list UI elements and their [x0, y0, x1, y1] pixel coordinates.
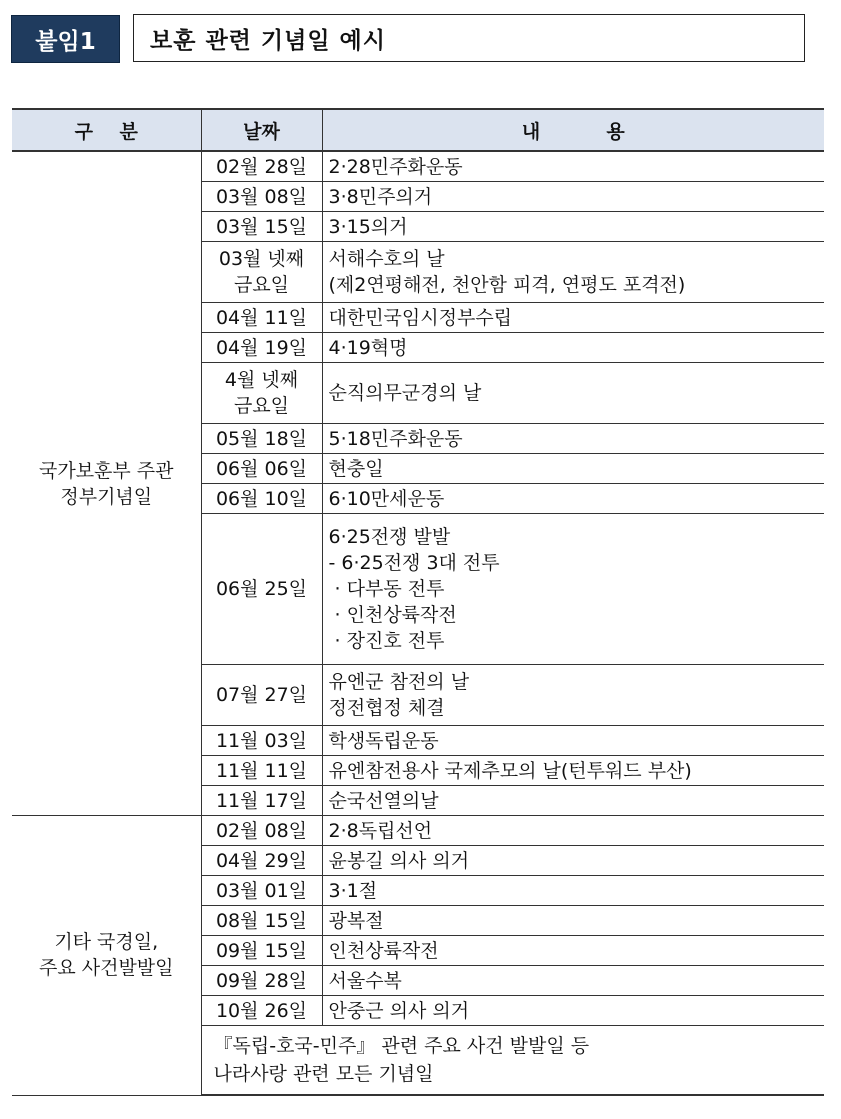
date-text: 10월 26일 [215, 999, 308, 1022]
date-text: 02월 08일 [215, 819, 308, 842]
column-header-date: 날짜 [201, 109, 322, 151]
content-cell [322, 996, 824, 1026]
date-text: 11월 03일 [215, 729, 308, 752]
content-cell [322, 424, 824, 454]
category-label: 정부기념일 [60, 485, 153, 508]
date-cell [201, 756, 322, 786]
content-text: 2·8독립선언 [328, 819, 433, 842]
date-cell [201, 846, 322, 876]
content-text: · 인천상륙작전 [328, 604, 457, 626]
date-cell [201, 151, 322, 182]
content-cell [322, 936, 824, 966]
date-cell [201, 726, 322, 756]
category-label: 기타 국경일, [54, 931, 159, 954]
content-cell [322, 816, 824, 846]
content-text: 유엔군 참전의 날 [328, 671, 470, 693]
date-cell [201, 242, 322, 303]
content-cell [322, 182, 824, 212]
date-cell [201, 816, 322, 846]
content-text: 대한민국임시정부수립 [328, 306, 513, 329]
category-cell [12, 816, 201, 1096]
column-header-category: 구 분 [12, 109, 201, 151]
date-text: 04월 29일 [215, 849, 308, 872]
date-text: 4월 넷째 [224, 369, 299, 391]
content-cell [322, 846, 824, 876]
content-text: 4·19혁명 [328, 336, 408, 359]
content-text: 3·15의거 [328, 215, 408, 238]
date-cell [201, 665, 322, 726]
date-text: 02월 28일 [215, 155, 308, 178]
content-text: 순직의무군경의 날 [328, 382, 482, 404]
date-text: 03월 01일 [215, 879, 308, 902]
date-text: 06월 06일 [215, 457, 308, 480]
content-text: 2·28민주화운동 [328, 155, 463, 178]
table-row [12, 816, 824, 846]
date-cell [201, 182, 322, 212]
content-cell [322, 363, 824, 424]
note-cell [201, 1026, 824, 1096]
content-text: · 장진호 전투 [328, 630, 445, 652]
memorial-days-table [12, 108, 824, 1096]
content-text: 학생독립운동 [328, 729, 439, 752]
category-cell [12, 151, 201, 816]
date-cell [201, 786, 322, 816]
date-text: 금요일 [233, 274, 290, 296]
date-cell [201, 333, 322, 363]
date-text: 09월 15일 [215, 939, 308, 962]
content-cell [322, 786, 824, 816]
date-cell [201, 966, 322, 996]
date-cell [201, 484, 322, 514]
note-text: 『독립-호국-민주』 관련 주요 사건 발발일 등 [213, 1035, 590, 1057]
content-text: 인천상륙작전 [328, 939, 439, 962]
content-text: 3·1절 [328, 879, 378, 902]
content-text: - 6·25전쟁 3대 전투 [328, 552, 500, 574]
content-cell [322, 484, 824, 514]
content-text: 3·8민주의거 [328, 185, 433, 208]
content-text: 정전협정 체결 [328, 697, 445, 719]
date-text: 04월 11일 [215, 306, 308, 329]
content-cell [322, 454, 824, 484]
date-text: 06월 10일 [215, 487, 308, 510]
category-label: 주요 사건발발일 [38, 957, 174, 980]
date-text: 03월 넷째 [218, 248, 305, 270]
date-text: 09월 28일 [215, 969, 308, 992]
date-cell [201, 906, 322, 936]
content-text: 현충일 [328, 457, 384, 480]
date-text: 05월 18일 [215, 427, 308, 450]
date-cell [201, 936, 322, 966]
content-cell [322, 876, 824, 906]
content-text: 5·18민주화운동 [328, 427, 463, 450]
date-text: 06월 25일 [215, 578, 308, 600]
content-text: 6·25전쟁 발발 [328, 526, 451, 548]
content-text: 순국선열의날 [328, 789, 439, 812]
content-cell [322, 756, 824, 786]
note-text: 나라사랑 관련 모든 기념일 [213, 1063, 434, 1085]
date-cell [201, 514, 322, 665]
content-cell [322, 726, 824, 756]
content-cell [322, 333, 824, 363]
date-text: 07월 27일 [215, 684, 308, 706]
content-text: 안중근 의사 의거 [328, 999, 470, 1022]
attachment-tag: 붙임1 [12, 16, 119, 62]
document-header [12, 14, 807, 64]
date-text: 11월 11일 [215, 759, 308, 782]
date-cell [201, 424, 322, 454]
content-text: · 다부동 전투 [328, 578, 445, 600]
content-text: 6·10만세운동 [328, 487, 445, 510]
date-text: 04월 19일 [215, 336, 308, 359]
content-text: (제2연평해전, 천안함 피격, 연평도 포격전) [328, 274, 686, 296]
date-cell [201, 363, 322, 424]
content-text: 서울수복 [328, 969, 402, 992]
content-cell [322, 966, 824, 996]
date-text: 03월 15일 [215, 215, 308, 238]
date-text: 11월 17일 [215, 789, 308, 812]
column-header-content: 내 용 [322, 109, 824, 151]
document-title: 보훈 관련 기념일 예시 [133, 14, 805, 62]
content-cell [322, 514, 824, 665]
category-label: 국가보훈부 주관 [38, 459, 174, 482]
table-header-row [12, 109, 824, 151]
date-cell [201, 996, 322, 1026]
date-cell [201, 212, 322, 242]
content-cell [322, 665, 824, 726]
content-text: 서해수호의 날 [328, 248, 445, 270]
content-text: 유엔참전용사 국제추모의 날(턴투워드 부산) [328, 759, 692, 782]
content-text: 광복절 [328, 909, 384, 932]
date-text: 08월 15일 [215, 909, 308, 932]
date-cell [201, 303, 322, 333]
date-cell [201, 876, 322, 906]
date-text: 금요일 [233, 395, 290, 417]
content-cell [322, 212, 824, 242]
date-cell [201, 454, 322, 484]
date-text: 03월 08일 [215, 185, 308, 208]
content-text: 윤봉길 의사 의거 [328, 849, 470, 872]
content-cell [322, 151, 824, 182]
content-cell [322, 242, 824, 303]
table-row [12, 151, 824, 182]
content-cell [322, 303, 824, 333]
content-cell [322, 906, 824, 936]
